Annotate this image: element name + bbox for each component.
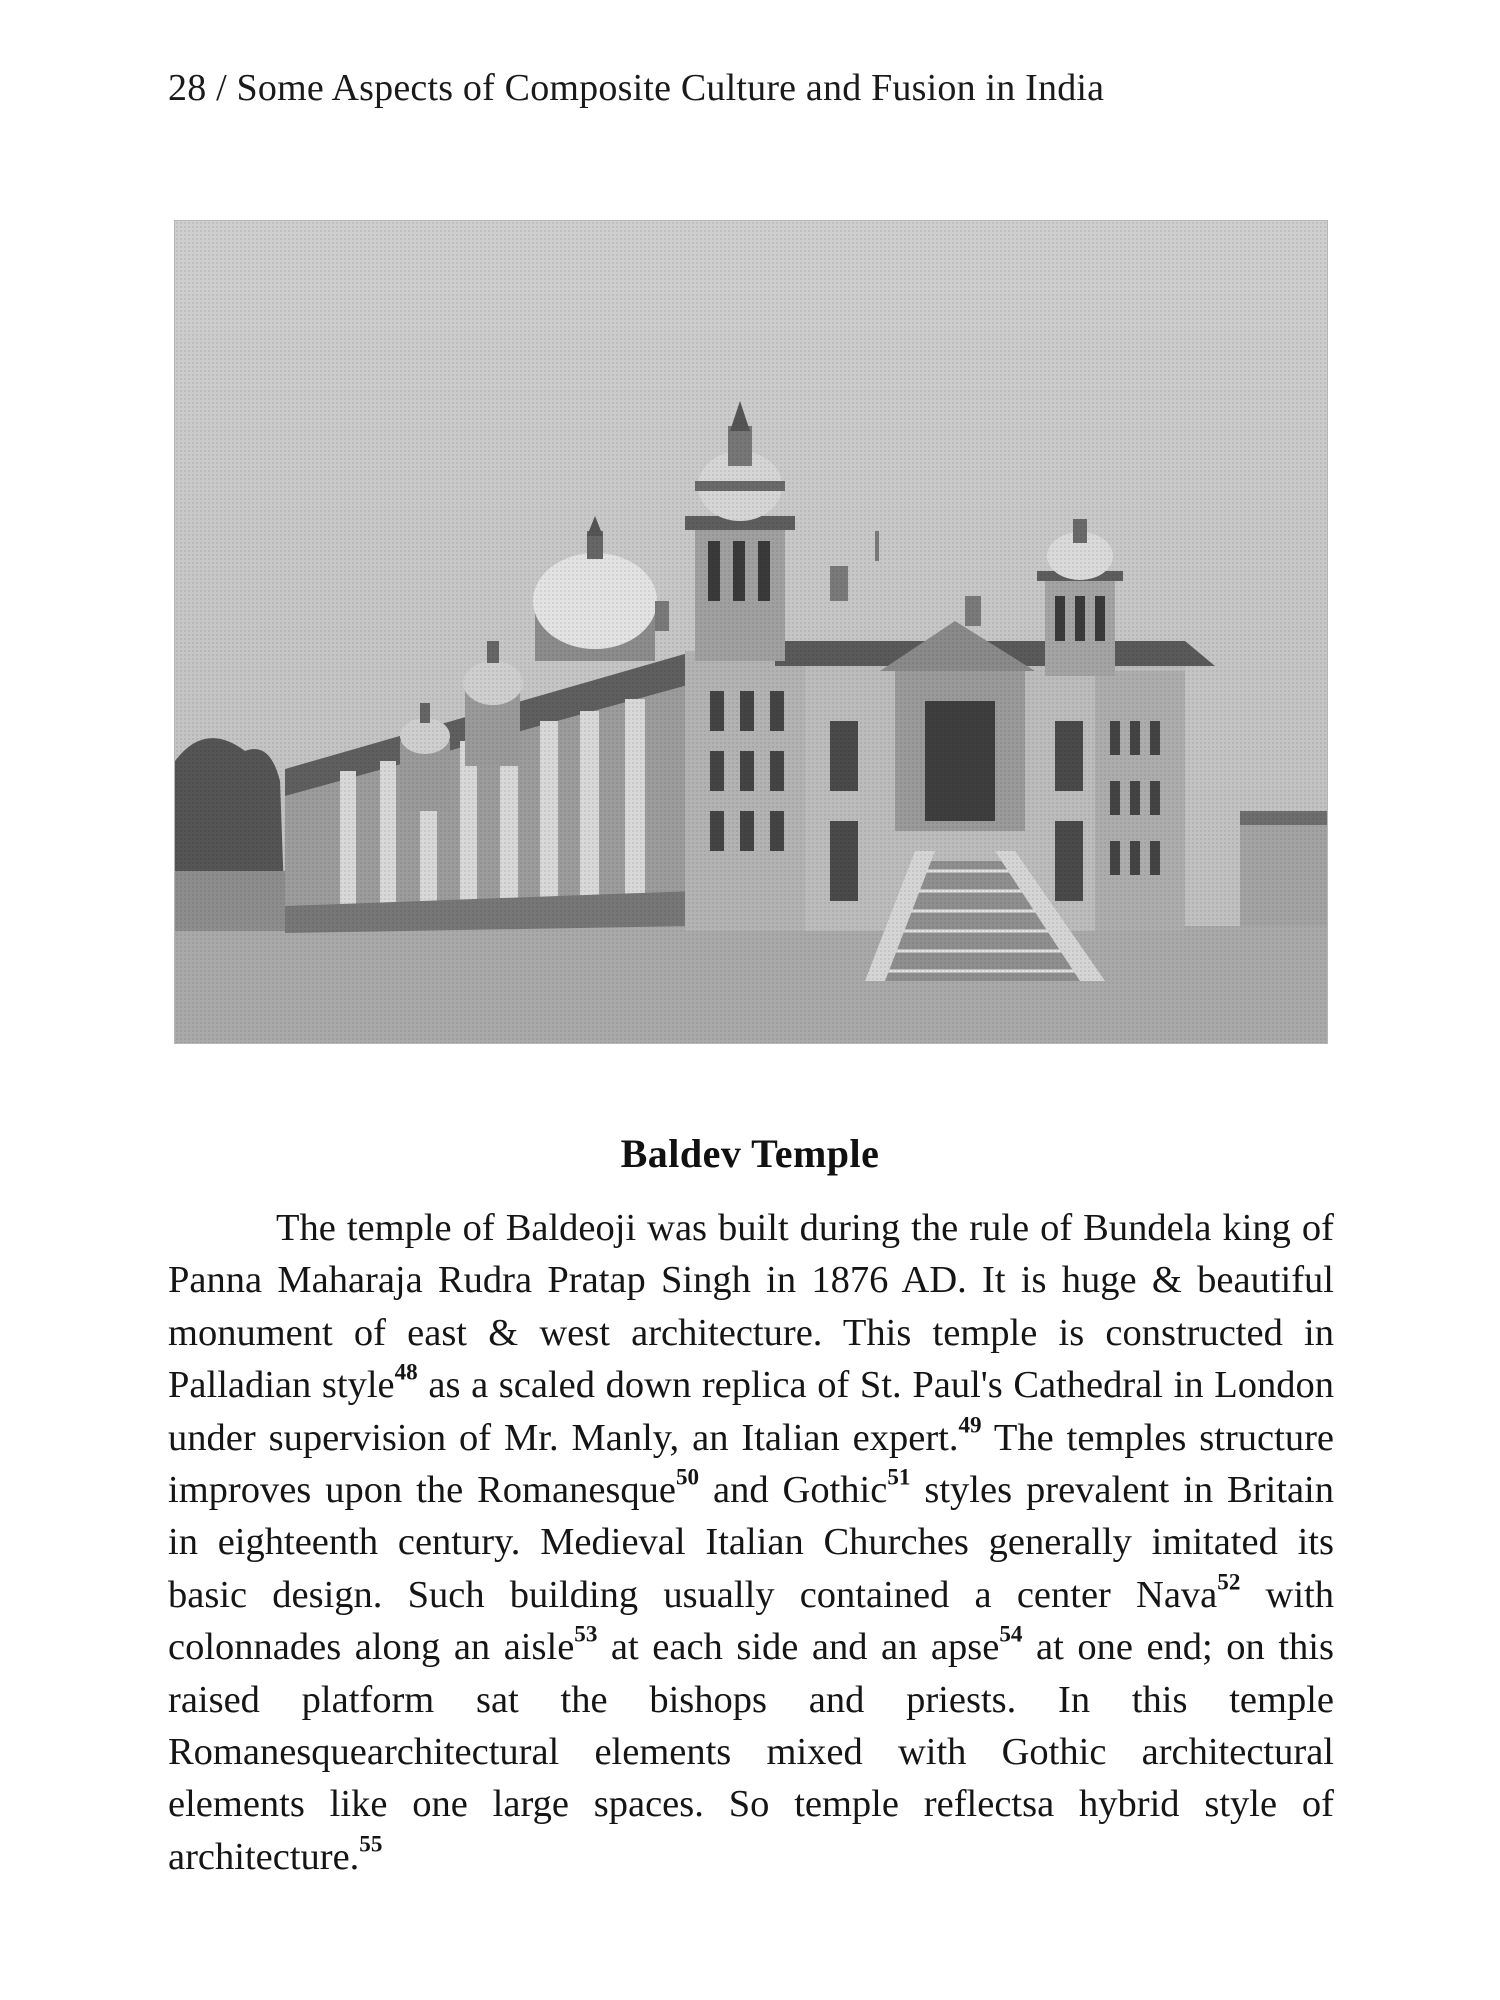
footnote-ref-51: 51 <box>887 1463 911 1490</box>
temple-photograph <box>174 220 1328 1044</box>
text-run: at each side and an apse <box>597 1626 1000 1669</box>
footnote-ref-49: 49 <box>958 1411 982 1438</box>
footnote-ref-48: 48 <box>394 1358 418 1385</box>
figure-caption: Baldev Temple <box>620 1131 880 1176</box>
text-run: with colonnades along an aisle <box>168 1573 1335 1669</box>
text-run: The temple of Baldeoji was built during the rule of Bundela king of Panna Maharaja Rudra Pratap Singh in 1876 AD. It is huge & beautiful monument of east & west architecture. This temple is constructed in Palladian style <box>168 1207 1334 1407</box>
text-run: styles prevalent in Britain in eighteenth century. Medieval Italian Churches generally imitated its basic design. Such building usually contained a center Nava <box>168 1469 1334 1616</box>
running-head: 28 / Some Aspects of Composite Culture and Fusion in India <box>168 67 1105 109</box>
text-run: and Gothic <box>699 1469 888 1512</box>
temple-illustration <box>175 221 1327 1043</box>
footnote-ref-54: 54 <box>999 1620 1023 1647</box>
text-run: at one end; on this raised platform sat the bishops and priests. In this temple Romanesquearchitectural elements mixed with Gothic architectural elements like one large spaces. So temple reflectsa hybrid style of architecture. <box>168 1626 1334 1878</box>
body-paragraph <box>168 1202 1334 1883</box>
text-run: as a scaled down replica of St. Paul's Cathedral in London under supervision of Mr. Manly, an Italian expert. <box>168 1364 1334 1459</box>
footnote-ref-50: 50 <box>676 1463 700 1490</box>
footnote-ref-52: 52 <box>1217 1568 1241 1595</box>
footnote-ref-53: 53 <box>574 1620 598 1647</box>
footnote-ref-55: 55 <box>359 1830 383 1857</box>
text-run: The temples structure improves upon the Romanesque <box>168 1416 1335 1512</box>
